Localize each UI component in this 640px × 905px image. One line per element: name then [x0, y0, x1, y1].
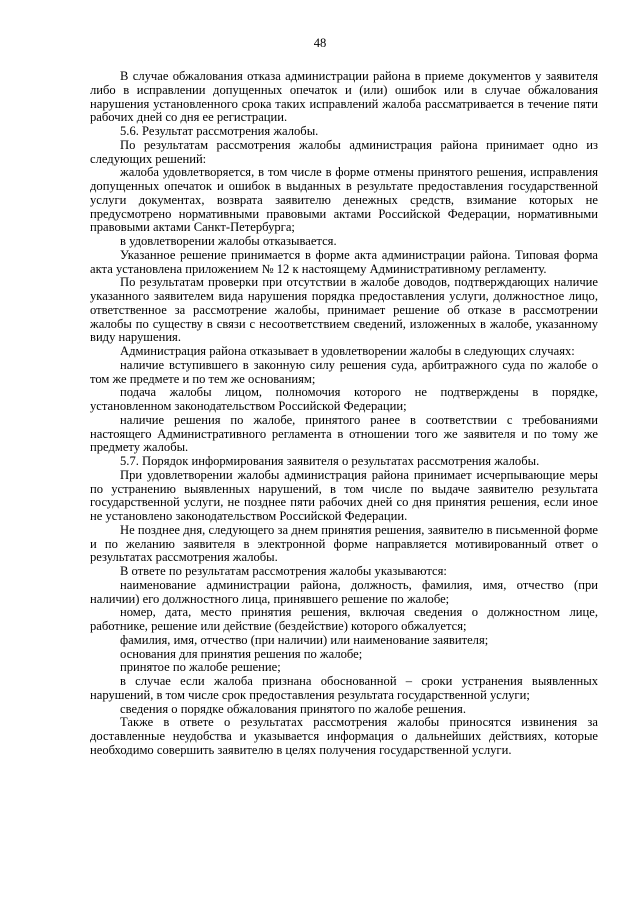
list-item: номер, дата, место принятия решения, включая сведения о должностном лице, работнике, решение или действие (бездействие) которого обжалуется;	[90, 605, 598, 633]
page-number: 48	[313, 36, 327, 50]
paragraph: В ответе по результатам рассмотрения жалобы указываются:	[120, 564, 447, 578]
section-heading: 5.7. Порядок информирования заявителя о результатах рассмотрения жалобы.	[120, 454, 540, 468]
section-heading: 5.6. Результат рассмотрения жалобы.	[120, 124, 319, 138]
paragraph: В случае обжалования отказа администрации района в приеме документов у заявителя либо в исправлении допущенных опечаток и (или) ошибок или в случае обжалования нарушения установленного срока таких исправлений жалоба рассматривается в течение пяти рабочих дней со дня ее регистрации.	[90, 69, 598, 125]
list-item: жалоба удовлетворяется, в том числе в форме отмены принятого решения, исправления допущенных опечаток и ошибок в выданных в результате предоставления государственной услуги документах, возврата заявителю денежных средств, взимание которых не предусмотрено нормативными правовыми актами Российской Федерации, нормативными правовыми актами Санкт-Петербурга;	[90, 165, 598, 235]
list-item: принятое по жалобе решение;	[120, 660, 281, 675]
paragraph: Не позднее дня, следующего за днем принятия решения, заявителю в письменной форме и по желанию заявителя в электронной форме направляется мотивированный ответ о результатах рассмотрения жалобы.	[90, 522, 598, 565]
list-item: сведения о порядке обжалования принятого по жалобе решения.	[120, 701, 466, 716]
document-body	[90, 70, 598, 758]
paragraph: По результатам проверки при отсутствии в жалобе доводов, подтверждающих наличие указанного заявителем вида нарушения порядка предоставления услуги, должностное лицо, ответственное за рассмотрение жалобы, принимает решение об отказе в рассмотрении жалобы по существу в связи с несоответствием сведений, изложенных в жалобе, указанному виду нарушения.	[90, 275, 598, 345]
list-item: наименование администрации района, должность, фамилия, имя, отчество (при наличии) его должностного лица, принявшего решение по жалобе;	[90, 577, 598, 606]
paragraph: По результатам рассмотрения жалобы администрация района принимает одно из следующих решений:	[90, 137, 598, 166]
paragraph: Указанное решение принимается в форме акта администрации района. Типовая форма акта установлена приложением № 12 к настоящему Административному регламенту.	[90, 247, 598, 276]
list-item: наличие вступившего в законную силу решения суда, арбитражного суда по жалобе о том же предмете и по тем же основаниям;	[90, 357, 598, 386]
paragraph: Также в ответе о результатах рассмотрения жалобы приносятся извинения за доставленные неудобства и указывается информация о дальнейших действиях, которые необходимо совершить заявителю в целях получения государственной услуги.	[90, 715, 598, 757]
paragraph: Администрация района отказывает в удовлетворении жалобы в следующих случаях:	[120, 344, 575, 358]
list-item: в удовлетворении жалобы отказывается.	[120, 234, 337, 248]
list-item: в случае если жалоба признана обоснованной – сроки устранения выявленных нарушений, в том числе срок предоставления результата государственной услуги;	[90, 674, 598, 702]
list-item: фамилия, имя, отчество (при наличии) или наименование заявителя;	[120, 632, 489, 647]
paragraph: При удовлетворении жалобы администрация района принимает исчерпывающие меры по устранению выявленных нарушений, в том числе по выдаче заявителю результата государственной услуги, не позднее пяти рабочих дней со дня принятия решения, если иное не установлено законодательством Российской Федерации.	[90, 467, 598, 523]
list-item: основания для принятия решения по жалобе;	[120, 646, 363, 661]
list-item: наличие решения по жалобе, принятого ранее в соответствии с требованиями настоящего Административного регламента в отношении того же заявителя и по тому же предмету жалобы.	[90, 412, 598, 455]
list-item: подача жалобы лицом, полномочия которого не подтверждены в порядке, установленном законодательством Российской Федерации;	[90, 385, 598, 413]
